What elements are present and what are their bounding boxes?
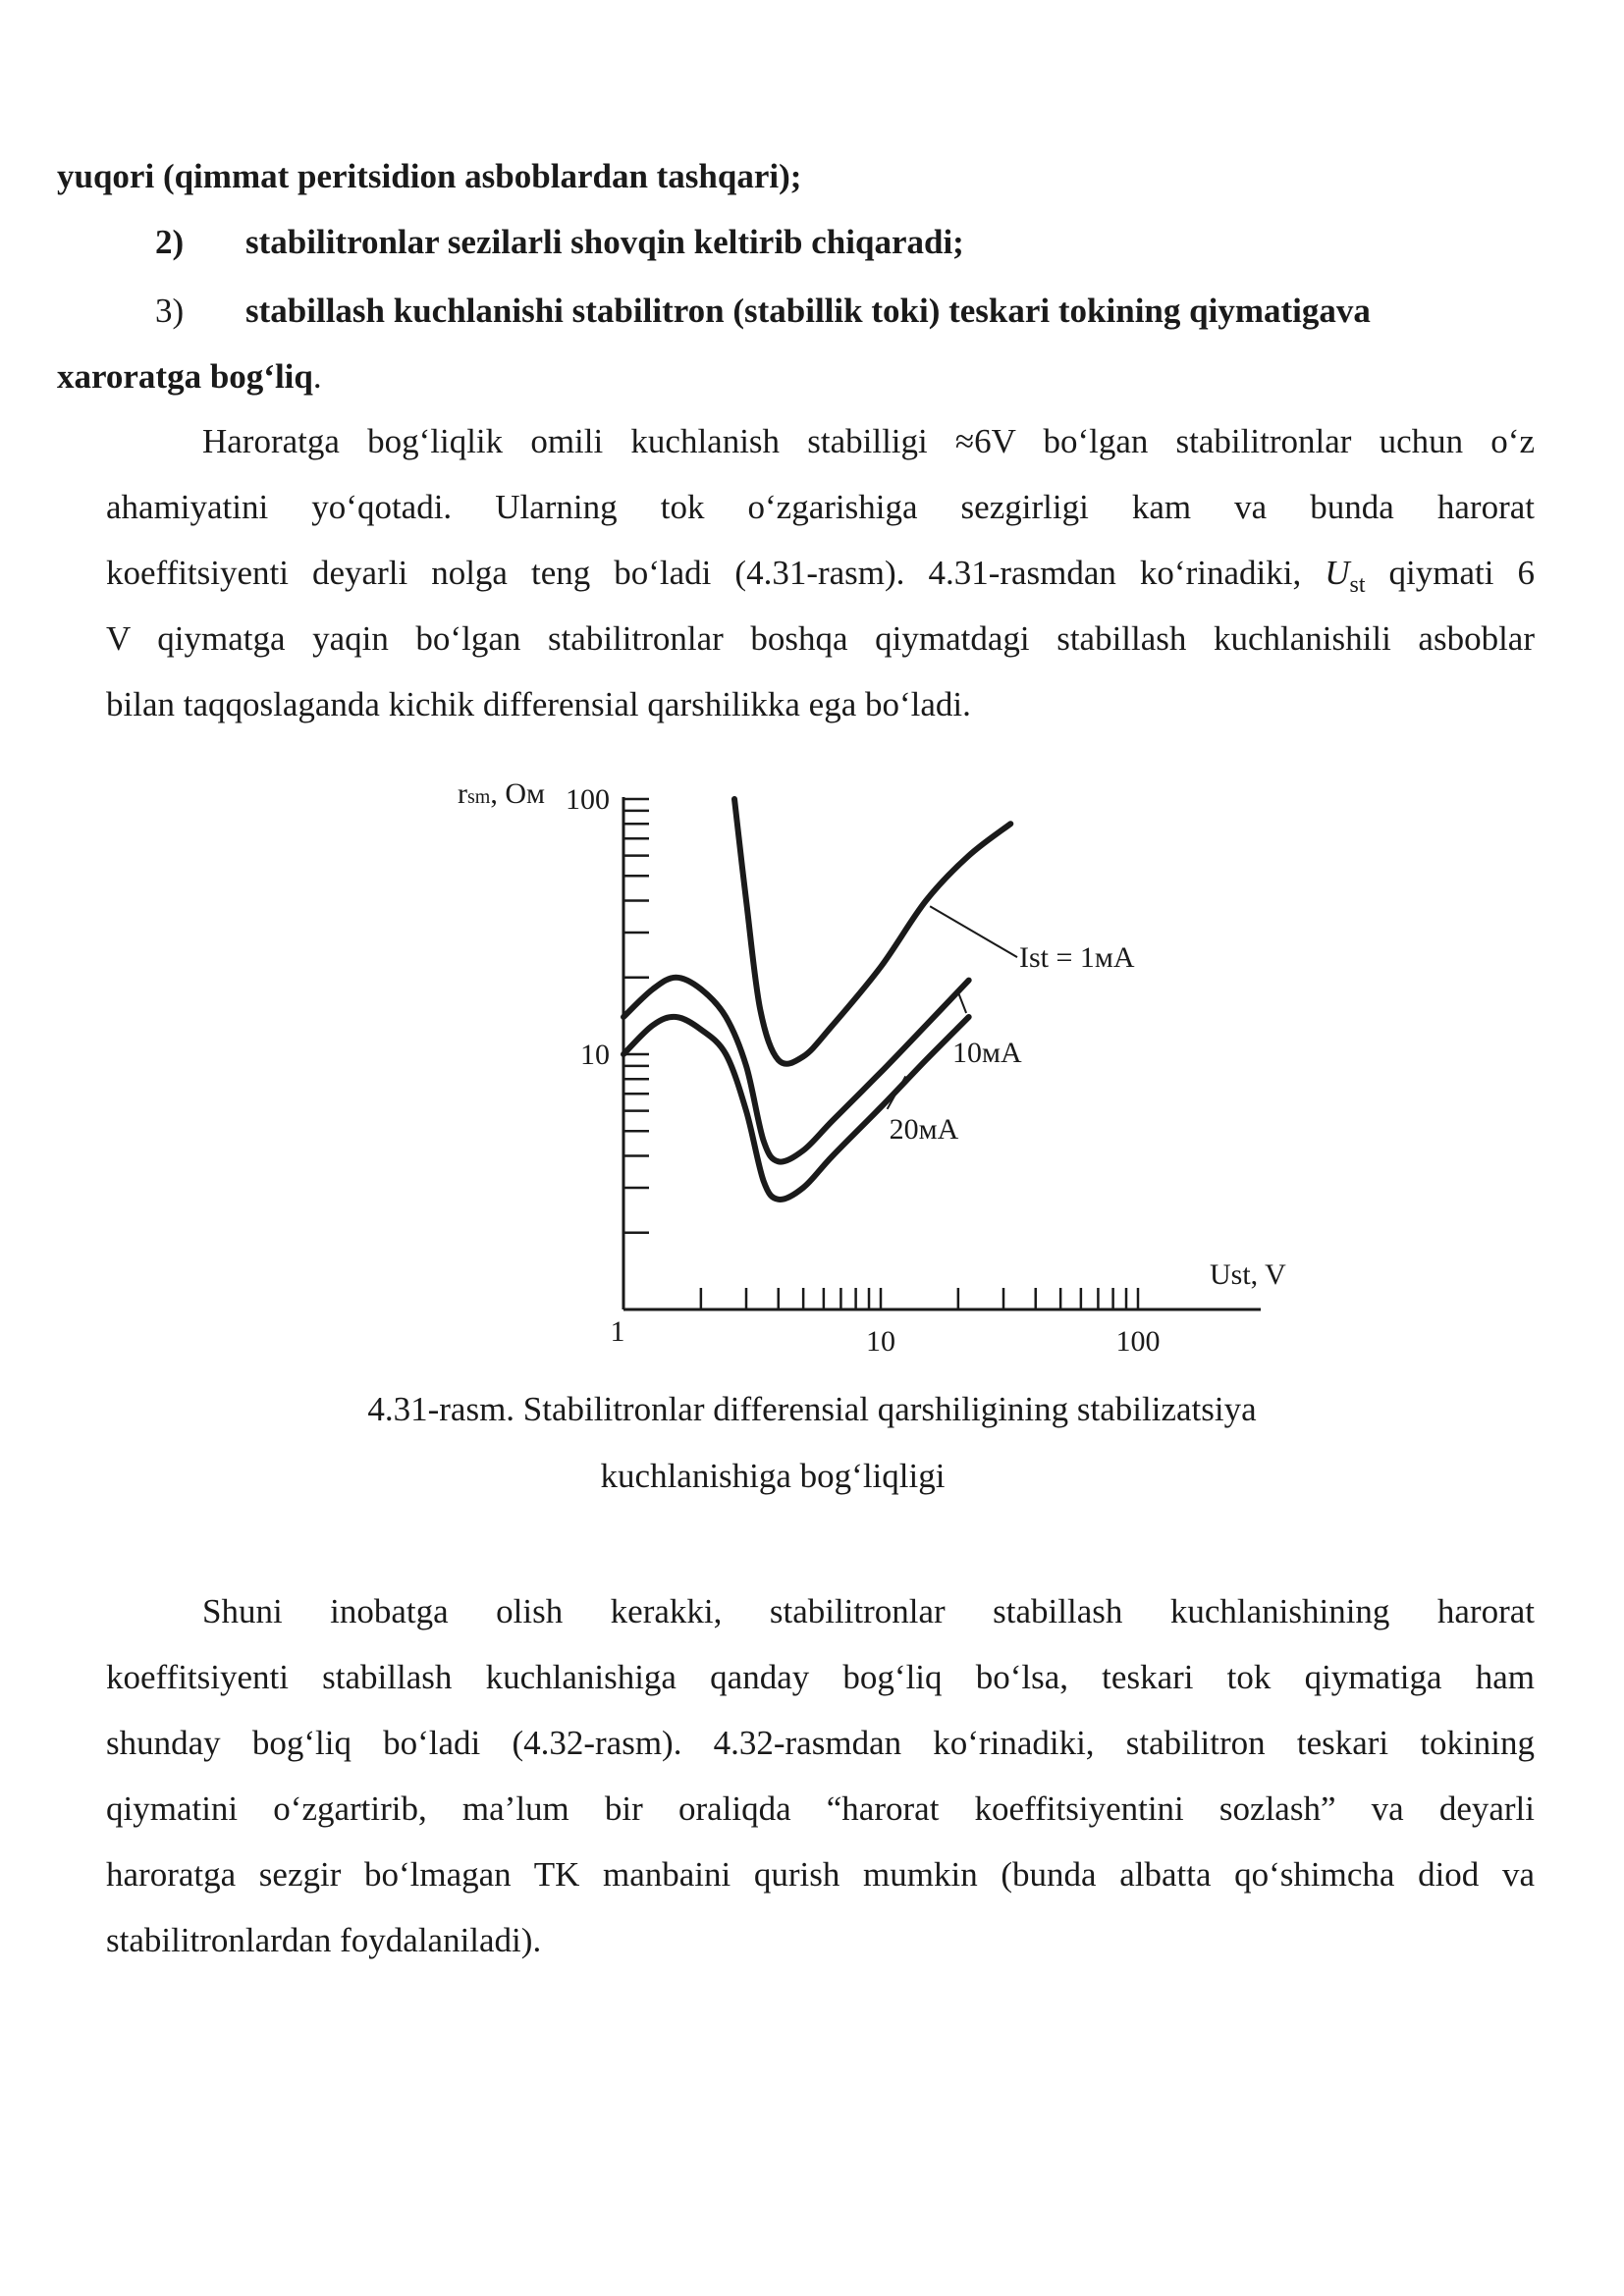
list-item-3-text: stabillash kuchlanishi stabilitron (stabillik toki) teskari tokining qiymatigava [245, 292, 1371, 330]
paragraph-1-line-2: ahamiyatini yo‘qotadi. Ularning tok o‘zgarishiga sezgirligi kam va bunda harorat [106, 488, 1535, 526]
list-item-3-continuation: xaroratga bog‘liq. [57, 357, 322, 396]
chart-ticks [623, 799, 1138, 1309]
paragraph-2-line-1: Shuni inobatga olish kerakki, stabilitronlar stabillash kuchlanishining harorat [202, 1592, 1535, 1630]
list-line-1: yuqori (qimmat peritsidion asboblardan tashqari); [57, 157, 802, 195]
paragraph-1-line-1: Haroratga bog‘liqlik omili kuchlanish stabilligi ≈6V bo‘lgan stabilitronlar uchun o‘z [202, 422, 1535, 460]
series-20ma-line [623, 1017, 969, 1200]
series-20ma-label: 20мA [889, 1112, 959, 1146]
series-1ma-label: Ist = 1мA [1019, 941, 1135, 975]
x-tick-label: 10 [866, 1325, 895, 1358]
y-axis-label: rsm, Ом [458, 777, 545, 810]
x-tick-label: 100 [1115, 1325, 1161, 1358]
paragraph-2-line-3: shunday bog‘liq bo‘ladi (4.32-rasm). 4.32-rasmdan ko‘rinadiki, stabilitron teskari tokining [106, 1724, 1535, 1762]
y-tick-label: 10 [580, 1039, 610, 1071]
series-10ma-label: 10мA [952, 1037, 1022, 1070]
chart-axes [623, 797, 1261, 1309]
paragraph-1-line-4: V qiymatga yaqin bo‘lgan stabilitronlar boshqa qiymatdagi stabillash kuchlanishili asboblar [106, 619, 1535, 658]
chart-labels [458, 777, 1286, 1358]
x-tick-label: 1 [610, 1315, 625, 1348]
series-10ma-leader [958, 992, 966, 1013]
list-item-2-text: stabilitronlar sezilarli shovqin keltirib chiqaradi; [245, 223, 964, 261]
x-axis-label: Ust, V [1210, 1258, 1286, 1291]
paragraph-1-line-5: bilan taqqoslaganda kichik differensial qarshilikka ega bo‘ladi. [106, 685, 971, 723]
paragraph-2-line-4: qiymatini o‘zgartirib, ma’lum bir oraliqda “harorat koeffitsiyentini sozlash” va deyarli [106, 1789, 1535, 1828]
figure-caption-line-1: 4.31-rasm. Stabilitronlar differensial qarshiligining stabilizatsiya [367, 1390, 1257, 1428]
list-item-2-number: 2) [155, 223, 185, 261]
series-1ma-line [734, 799, 1010, 1064]
series-1ma-leader [930, 906, 1017, 957]
y-tick-label: 100 [566, 783, 610, 816]
paragraph-1-line-3: koeffitsiyenti deyarli nolga teng bo‘ladi (4.31-rasm). 4.31-rasmdan ko‘rinadiki, $U_{st}$ qiymati 6 [106, 554, 1536, 598]
list-item-3-number: 3) [155, 292, 185, 330]
paragraph-2-line-5: haroratga sezgir bo‘lmagan TK manbaini qurish mumkin (bunda albatta qo‘shimcha diod va [106, 1855, 1535, 1894]
figure-caption-line-2: kuchlanishiga bog‘liqligi [600, 1457, 946, 1495]
series-20ma-leader [888, 1076, 906, 1108]
paragraph-2-line-2: koeffitsiyenti stabillash kuchlanishiga qanday bog‘liq bo‘lsa, teskari tok qiymatiga ham [106, 1658, 1535, 1696]
paragraph-2-line-6: stabilitronlardan foydalaniladi). [106, 1921, 542, 1959]
